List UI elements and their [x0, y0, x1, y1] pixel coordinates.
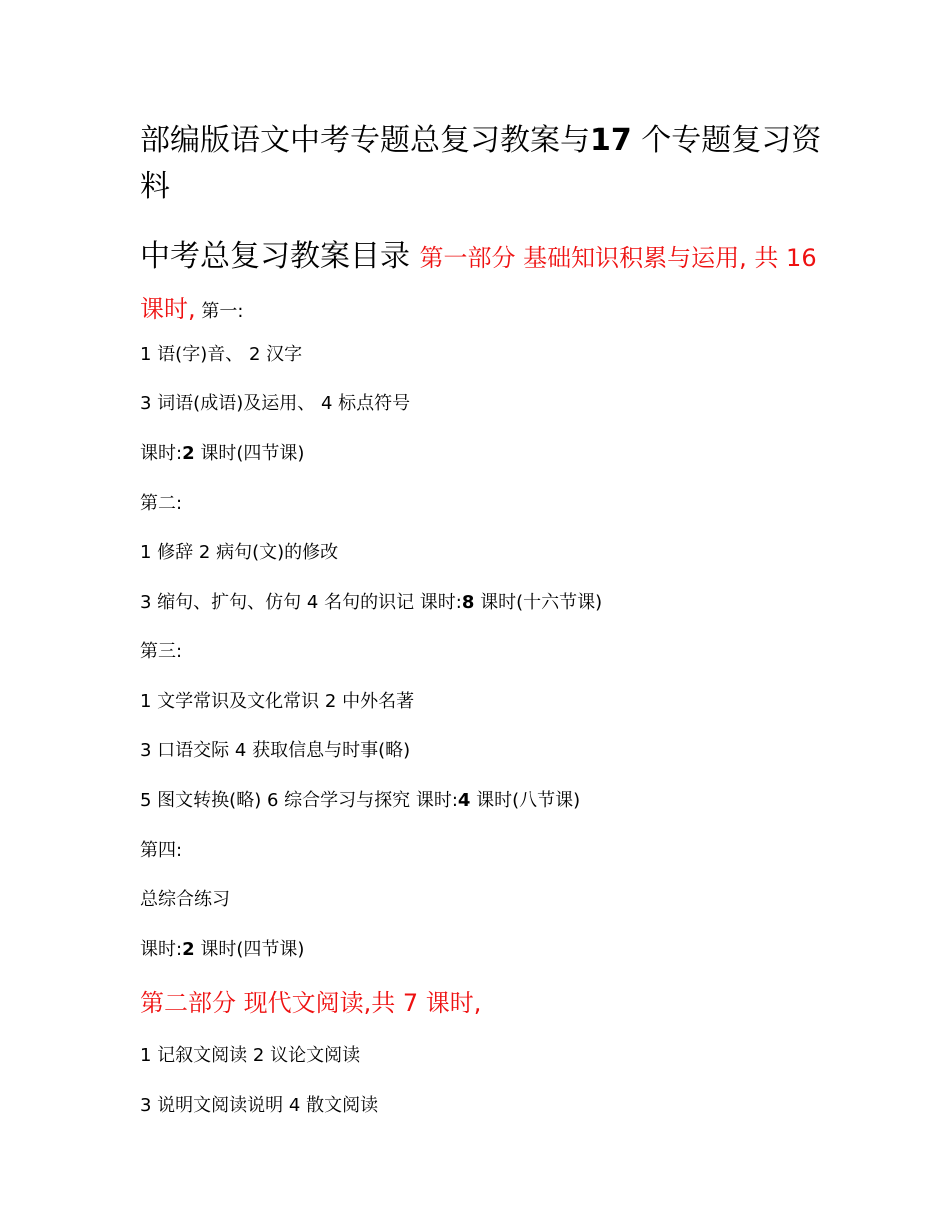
- hours-tail: 课时(四节课): [194, 939, 305, 960]
- list-item: 1 语(字)音、 2 汉字: [140, 344, 303, 365]
- hours-tail: 课时(四节课): [194, 443, 305, 464]
- list-item: 1 修辞 2 病句(文)的修改: [140, 542, 339, 563]
- section-label: 第二:: [140, 493, 183, 514]
- hours-number: 4: [457, 790, 471, 811]
- section-label: 第三:: [140, 641, 183, 662]
- class-hours-line: [140, 788, 580, 814]
- title-number: 17: [590, 123, 632, 158]
- section-label: 第四:: [140, 840, 183, 861]
- title-text-b: 个专题复习资料: [140, 123, 822, 204]
- list-item-text: 3 缩句、扩句、仿句 4 名句的识记 课时:: [140, 592, 462, 613]
- list-item: 总综合练习: [140, 889, 230, 910]
- document-title: [140, 118, 830, 210]
- hours-label: 课时:: [140, 939, 183, 960]
- part-two-heading: 第二部分 现代文阅读,共 7 课时,: [140, 989, 482, 1017]
- toc-heading-main: 中考总复习教案目录: [140, 239, 420, 274]
- hours-tail: 课时(八节课): [470, 790, 581, 811]
- hours-label: 课时:: [140, 443, 183, 464]
- class-hours-line: [140, 441, 304, 467]
- list-item: 1 文学常识及文化常识 2 中外名著: [140, 691, 415, 712]
- hours-number: 2: [182, 939, 195, 960]
- class-hours-line: [140, 937, 304, 963]
- hours-number: 8: [461, 592, 475, 613]
- class-hours-line: [140, 590, 602, 616]
- list-item-text: 5 图文转换(略) 6 综合学习与探究 课时:: [140, 790, 458, 811]
- hours-tail: 课时(十六节课): [474, 592, 603, 613]
- list-item: 3 说明文阅读说明 4 散文阅读: [140, 1095, 379, 1116]
- list-item: 3 口语交际 4 获取信息与时事(略): [140, 740, 411, 761]
- section-one-label: 第一:: [195, 301, 244, 322]
- hours-number: 2: [182, 443, 195, 464]
- title-text-a: 部编版语文中考专题总复习教案与: [140, 123, 590, 158]
- part-one-heading: 第一部分 基础知识积累与运用, 共 16 课时,: [140, 244, 817, 323]
- list-item: 3 词语(成语)及运用、 4 标点符号: [140, 393, 411, 414]
- list-item: 1 记叙文阅读 2 议论文阅读: [140, 1045, 361, 1066]
- toc-heading: [140, 232, 840, 337]
